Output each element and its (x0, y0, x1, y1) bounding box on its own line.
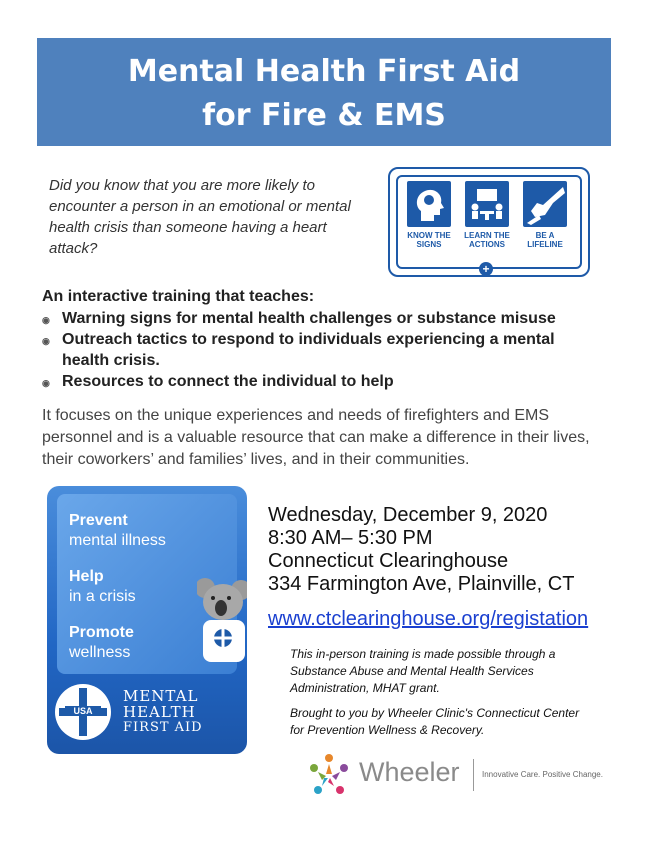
wheeler-logo (306, 752, 606, 798)
koala-mascot-icon (197, 576, 247, 676)
training-list (42, 308, 602, 392)
funding-text: This in-person training is made possible through a Substance Abuse and Mental Health Services Administration, MHAT grant. (290, 647, 556, 695)
funding-notes (290, 646, 590, 747)
sponsor-text: Brought to you by Wheeler Clinic's Connecticut Center for Prevention Wellness & Recovery. (290, 706, 580, 737)
list-item: ◉ Resources to connect the individual to help (42, 371, 602, 392)
poster-line: Promote (69, 624, 134, 641)
training-heading: An interactive training that teaches: (42, 288, 315, 305)
event-details (268, 504, 574, 596)
bullet-icon: ◉ (42, 315, 50, 325)
mhfa-logo (55, 682, 239, 744)
bullet-icon: ◉ (42, 336, 50, 346)
sign-learn (464, 181, 510, 249)
title-line-2: for Fire & EMS (202, 98, 446, 133)
poster-line: Help (69, 568, 104, 585)
usa-badge: USA (65, 706, 101, 716)
sign-lifeline-label: BE A LIFELINE (527, 231, 563, 249)
wheeler-name: Wheeler (359, 757, 460, 787)
event-date: Wednesday, December 9, 2020 (268, 504, 548, 526)
bullet-icon: ◉ (42, 378, 50, 388)
title-line-1: Mental Health First Aid (127, 54, 521, 89)
sign-learn-label: LEARN THE ACTIONS (464, 231, 510, 249)
group-meeting-icon (465, 181, 509, 227)
mhfa-wordmark: MENTAL HEALTH FIRST AID (123, 687, 203, 735)
wheeler-figures-icon (306, 752, 352, 798)
poster-line: wellness (69, 644, 131, 661)
list-item: ◉ Warning signs for mental health challenges or substance misuse (42, 308, 602, 329)
plus-cross-icon: + (479, 262, 493, 276)
wheeler-tagline: Innovative Care. Positive Change. (482, 770, 603, 779)
poster-line: mental illness (69, 532, 166, 549)
event-venue: Connecticut Clearinghouse (268, 550, 509, 572)
list-item: ◉ Outreach tactics to respond to individuals experiencing a mental health crisis. (42, 331, 555, 369)
title-banner (37, 38, 611, 146)
mhfa-poster-image (47, 486, 247, 754)
poster-line: Prevent (69, 512, 128, 529)
sign-know (406, 181, 452, 249)
event-time: 8:30 AM– 5:30 PM (268, 527, 433, 549)
sign-lifeline (522, 181, 568, 249)
helping-hand-icon (523, 181, 567, 227)
event-address: 334 Farmington Ave, Plainville, CT (268, 573, 575, 595)
mhfa-action-graphic (388, 167, 590, 277)
head-icon (407, 181, 451, 227)
poster-line: in a crisis (69, 588, 136, 605)
divider (473, 759, 474, 791)
description-paragraph: It focuses on the unique experiences and needs of firefighters and EMS personnel and is a valuable resource that can make a difference in their lives, their coworkers’ and families’ lives, and in their communities. (42, 407, 590, 468)
intro-question: Did you know that you are more likely to encounter a person in an emotional or mental health crisis than someone having a heart attack? (49, 177, 351, 257)
registration-link[interactable]: www.ctclearinghouse.org/registation (268, 608, 589, 630)
sign-know-label: KNOW THE SIGNS (407, 231, 451, 249)
